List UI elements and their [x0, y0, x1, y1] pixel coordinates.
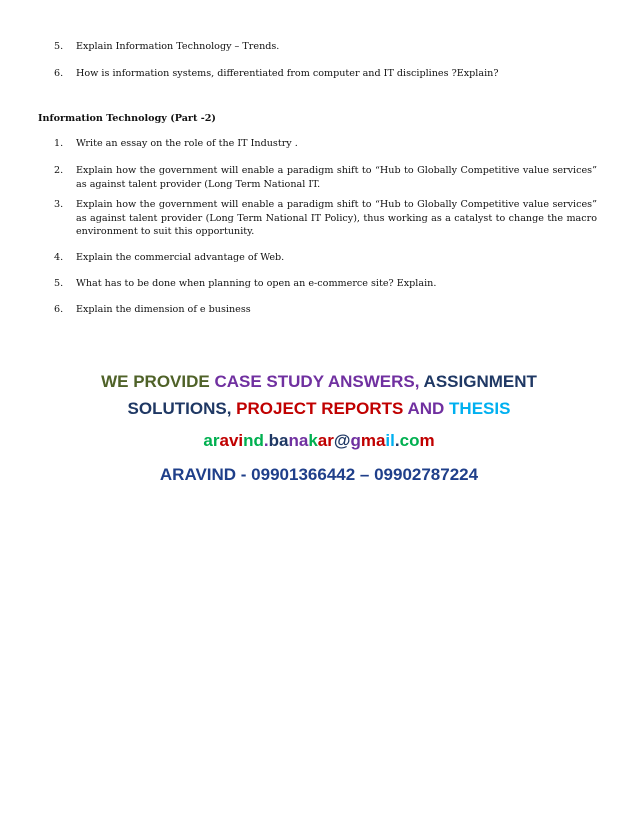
list-item-number: 5.	[54, 41, 64, 52]
email-segment: ba	[268, 431, 289, 450]
email-segment: .	[394, 431, 400, 450]
promo-segment: PROJECT REPORTS	[236, 399, 408, 418]
promo-segment: AND	[407, 399, 450, 418]
promo-segment: WE PROVIDE	[101, 372, 215, 391]
email-segment: co	[399, 431, 420, 450]
list-item-number: 2.	[54, 165, 64, 176]
promo-segment: ASSIGNMENT	[423, 372, 537, 391]
list-item-number: 6.	[54, 304, 64, 315]
promo-segment: CASE STUDY ANSWERS,	[214, 372, 424, 391]
email-segment: il	[385, 431, 395, 450]
email-segment: ar	[317, 431, 334, 450]
list-item-text: Explain the dimension of e business	[76, 304, 251, 315]
contact-line: ARAVIND - 09901366442 – 09902787224	[159, 465, 479, 484]
promo-segment: SOLUTIONS,	[127, 399, 237, 418]
list-item-text: Explain how the government will enable a paradigm shift to “Hub to Globally Competitive value services” as against talent provider (Long Term National IT.	[76, 165, 597, 190]
promo-line-1	[0, 371, 638, 393]
list-item-text: What has to be done when planning to open an e-commerce site? Explain.	[76, 278, 437, 289]
list-item-text: Explain how the government will enable a paradigm shift to “Hub to Globally Competitive value services” as against talent provider (Long Term National IT Policy), thus working as a catalyst to change the macro environment to suit this opportunity.	[76, 199, 597, 238]
list-item-text: Explain the commercial advantage of Web.	[76, 252, 285, 263]
email-segment: k	[308, 431, 318, 450]
list-item-text: How is information systems, differentiated from computer and IT disciplines ?Explain?	[76, 68, 499, 79]
email-segment: na	[288, 431, 309, 450]
email-segment: .	[263, 431, 269, 450]
email-segment: m	[419, 431, 435, 450]
section-heading: Information Technology (Part -2)	[38, 113, 216, 124]
list-item-number: 1.	[54, 138, 64, 149]
list-item-number: 5.	[54, 278, 64, 289]
list-item-number: 4.	[54, 252, 64, 263]
email-segment: avi	[219, 431, 244, 450]
email-segment: @	[333, 431, 351, 450]
email-link[interactable]	[0, 430, 638, 452]
list-item-text: Write an essay on the role of the IT Industry .	[76, 138, 298, 149]
list-item-number: 3.	[54, 199, 64, 210]
email-segment: ma	[360, 431, 386, 450]
promo-segment: THESIS	[449, 399, 511, 418]
email-segment: ar	[203, 431, 220, 450]
list-item-number: 6.	[54, 68, 64, 79]
email-segment: g	[350, 431, 361, 450]
list-item-text: Explain Information Technology – Trends.	[76, 41, 280, 52]
email-segment: nd	[243, 431, 264, 450]
promo-line-2	[0, 398, 638, 420]
